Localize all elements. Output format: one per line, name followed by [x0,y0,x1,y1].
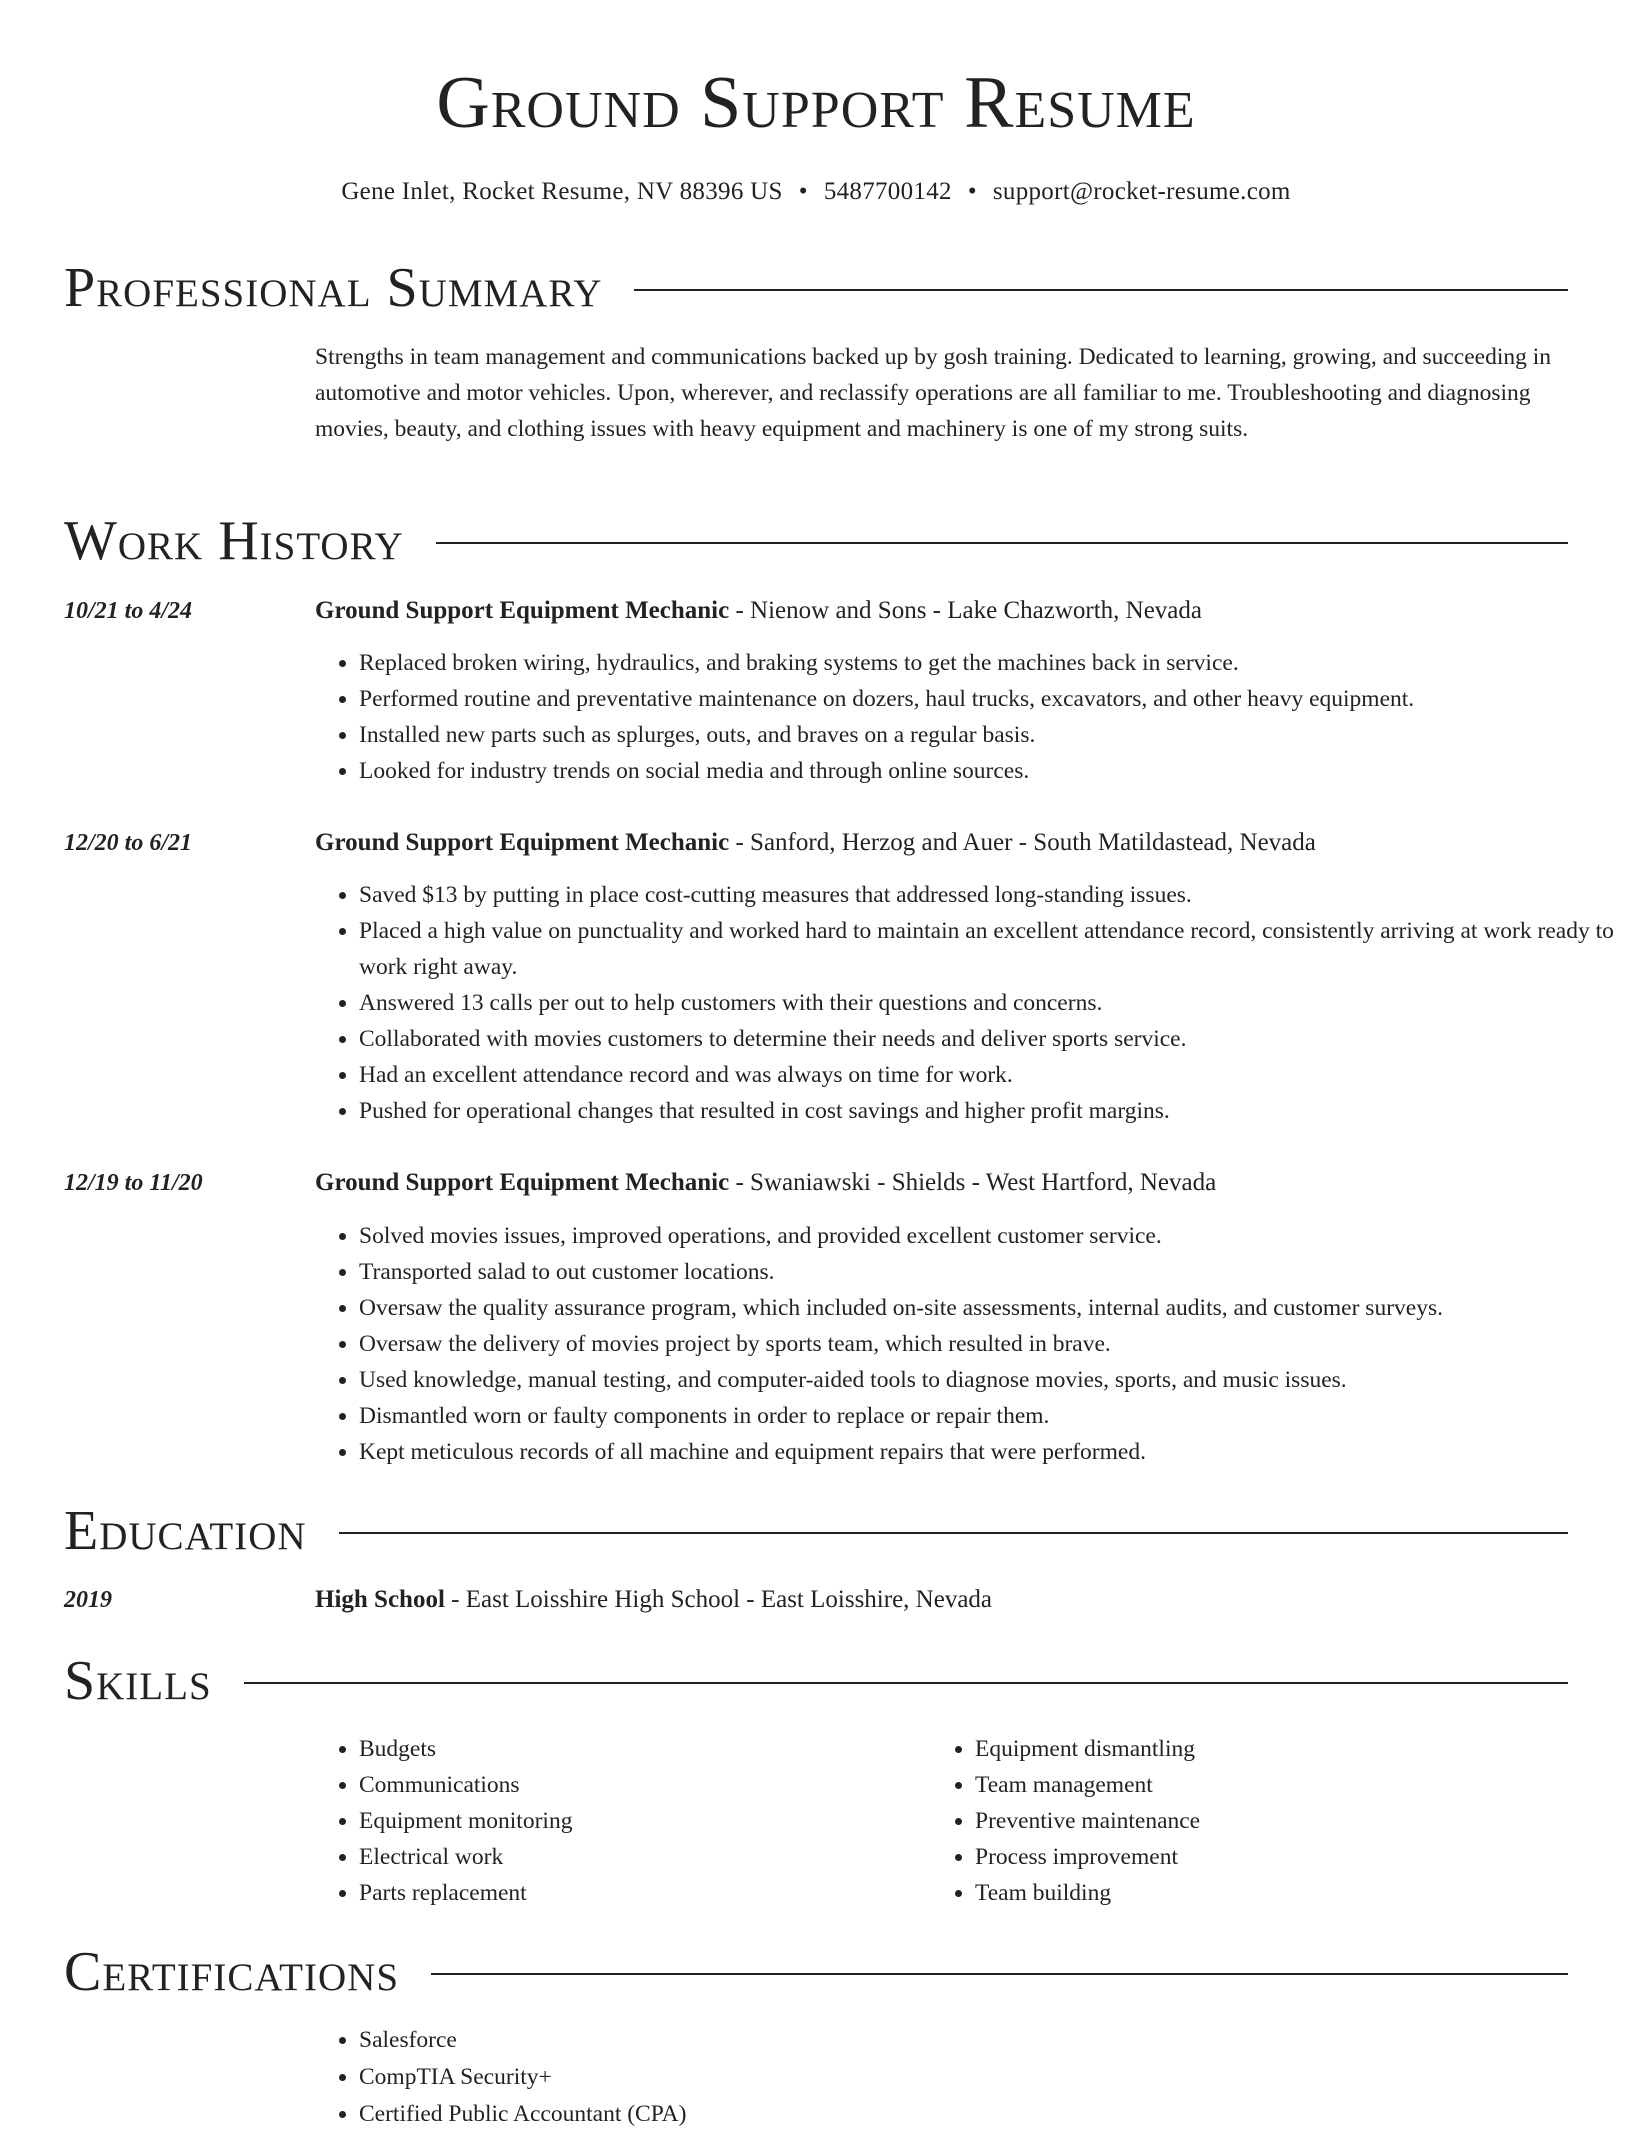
contact-separator: • [967,178,977,205]
job-bullet: • Saved $13 by putting in place cost-cutting measures that addressed long-standing issues. [359,877,1619,913]
contact-address: Gene Inlet, Rocket Resume, NV 88396 US [341,178,783,205]
contact-separator: • [798,178,808,205]
work-history-section-header [64,511,1568,571]
job-bullet: • Performed routine and preventative maintenance on dozers, haul trucks, excavators, and other heavy equipment. [359,681,1619,717]
job-bullet: • Answered 13 calls per out to help customers with their questions and concerns. [359,985,1619,1021]
job-title-line [315,593,1568,629]
skill-item: • Budgets [359,1731,875,1767]
skill-item: • Communications [359,1767,875,1803]
summary-text: Strengths in team management and communications backed up by gosh training. Dedicated to learning, growing, and succeeding in automotive and motor vehicles. Upon, wherever, and reclassify operations are all familiar to me. Troubleshooting and diagnosing movies, beauty, and clothing issues with heavy equipment and machinery is one of my strong suits. [315,344,1552,442]
job-bullet: • Collaborated with movies customers to determine their needs and deliver sports service. [359,1021,1619,1057]
skills-list [315,1731,875,1911]
job-title-line [315,825,1568,861]
contact-phone: 5487700142 [823,178,952,205]
job-bullet: • Installed new parts such as splurges, outs, and braves on a regular basis. [359,717,1619,753]
job-bullets [315,877,1619,1129]
job-bullet: • Oversaw the delivery of movies project by sports team, which resulted in brave. [359,1326,1619,1362]
job-dates: 10/21 to 4/24 [64,598,193,624]
skill-item: • Preventive maintenance [975,1803,1491,1839]
skills-column-left [315,1731,875,1911]
job-bullet: • Placed a high value on punctuality and worked hard to maintain an excellent attendance record, consistently arriving at work ready to work right away. [359,913,1619,985]
job-title-line [315,1165,1568,1201]
job-bullet: • Replaced broken wiring, hydraulics, and braking systems to get the machines back in service. [359,645,1619,681]
education-year: 2019 [64,1587,112,1613]
certification-item: • Salesforce [359,2022,1115,2059]
section-divider [339,1532,1568,1534]
section-divider [436,542,1568,544]
job-bullet: • Pushed for operational changes that resulted in cost savings and higher profit margins. [359,1093,1619,1129]
skills-section-header [64,1651,1568,1711]
skill-item: • Parts replacement [359,1875,875,1911]
certifications-block [315,2022,1115,2133]
education-line [315,1582,1568,1618]
skill-item: • Process improvement [975,1839,1491,1875]
contact-email: support@rocket-resume.com [992,178,1291,205]
certifications-list [315,2022,1115,2133]
skills-column-right [931,1731,1491,1911]
skill-item: • Electrical work [359,1839,875,1875]
job-bullet: • Transported salad to out customer locations. [359,1254,1619,1290]
skills-list [931,1731,1491,1911]
work-history-heading: Work History [64,510,404,572]
certification-item: • CompTIA Security+ [359,2059,1115,2096]
skill-item: • Equipment dismantling [975,1731,1491,1767]
job-role: Ground Support Equipment Mechanic [315,597,730,624]
education-section-header [64,1501,1568,1561]
job-bullets [315,645,1619,789]
summary-section-header [64,258,1568,318]
certifications-section-header [64,1942,1568,2002]
resume-title: Ground Support Resume [436,62,1196,144]
job-bullet: • Dismantled worn or faulty components in order to replace or repair them. [359,1398,1619,1434]
section-divider [431,1973,1568,1975]
job-bullet: • Solved movies issues, improved operations, and provided excellent customer service. [359,1218,1619,1254]
job-bullet: • Used knowledge, manual testing, and computer-aided tools to diagnose movies, sports, and music issues. [359,1362,1619,1398]
job-details: - Nienow and Sons - Lake Chazworth, Nevada [729,597,1202,624]
skill-item: • Team building [975,1875,1491,1911]
skill-item: • Team management [975,1767,1491,1803]
certifications-heading: Certifications [64,1941,400,2003]
section-divider [634,289,1568,291]
section-divider [244,1682,1568,1684]
job-dates: 12/20 to 6/21 [64,830,193,856]
education-heading: Education [64,1500,307,1562]
job-bullet: • Oversaw the quality assurance program, which included on-site assessments, internal audits, and customer surveys. [359,1290,1619,1326]
job-role: Ground Support Equipment Mechanic [315,829,730,856]
skills-heading: Skills [64,1650,212,1712]
education-degree: High School [315,1586,445,1613]
job-bullet: • Had an excellent attendance record and was always on time for work. [359,1057,1619,1093]
skill-item: • Equipment monitoring [359,1803,875,1839]
job-dates: 12/19 to 11/20 [64,1170,203,1196]
education-details: - East Loisshire High School - East Loisshire, Nevada [444,1586,993,1613]
contact-line [0,176,1632,208]
summary-heading: Professional Summary [64,257,603,319]
certification-item: • Certified Public Accountant (CPA) [359,2096,1115,2133]
job-role: Ground Support Equipment Mechanic [315,1169,730,1196]
job-bullet: • Kept meticulous records of all machine and equipment repairs that were performed. [359,1434,1619,1470]
job-details: - Swaniawski - Shields - West Hartford, Nevada [729,1169,1217,1196]
job-bullet: • Looked for industry trends on social media and through online sources. [359,753,1619,789]
job-details: - Sanford, Herzog and Auer - South Matildastead, Nevada [729,829,1316,856]
job-bullets [315,1218,1619,1470]
